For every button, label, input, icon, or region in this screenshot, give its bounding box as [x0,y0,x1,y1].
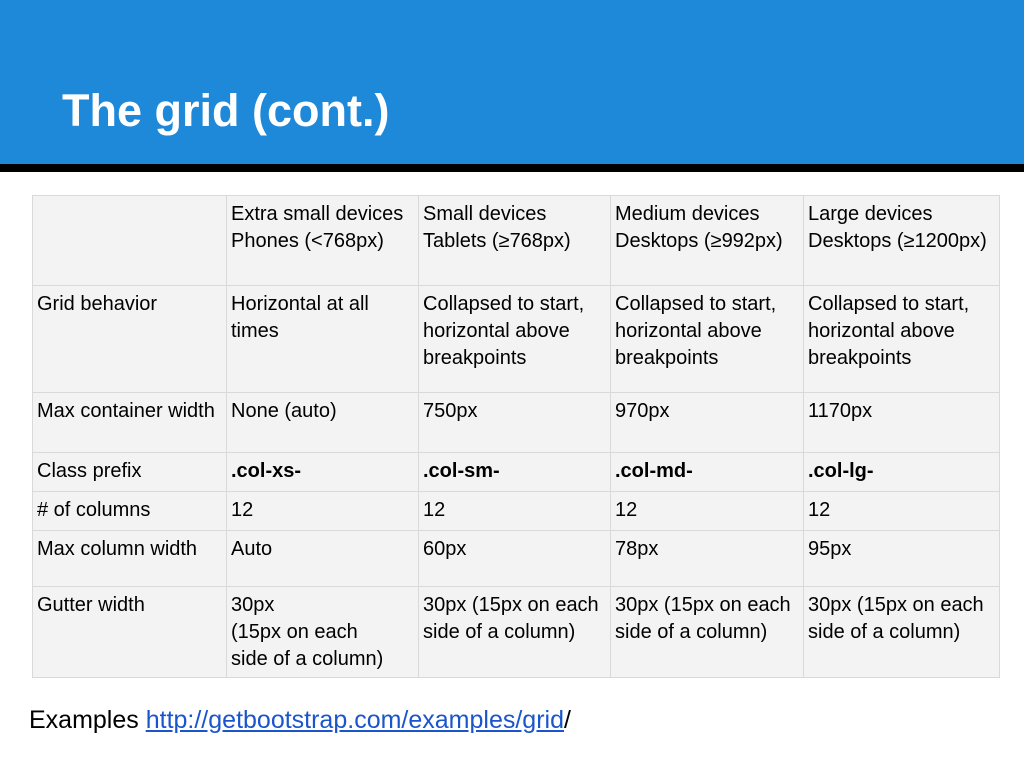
class-prefix-cell: .col-xs- [227,453,419,492]
row-label: Class prefix [33,453,227,492]
table-cell: 12 [227,492,419,531]
row-label: Gutter width [33,587,227,678]
header-large: Large devices Desktops (≥1200px) [804,196,1000,286]
examples-link[interactable]: http://getbootstrap.com/examples/grid [145,706,564,734]
table-cell: 30px (15px on each side of a column) [419,587,611,678]
class-prefix-cell: .col-sm- [419,453,611,492]
table-cell: 12 [419,492,611,531]
table-row [33,393,1000,453]
header-extra-small: Extra small devices Phones (<768px) [227,196,419,286]
table-cell: 750px [419,393,611,453]
table-cell: 30px (15px on each side of a column) [611,587,804,678]
table-cell: 12 [804,492,1000,531]
table-corner-cell [33,196,227,286]
table-row [33,492,1000,531]
table-cell: 60px [419,531,611,587]
table-cell: Collapsed to start, horizontal above breakpoints [804,286,1000,393]
examples-label: Examples [29,706,139,734]
table-cell: 78px [611,531,804,587]
table-cell: 12 [611,492,804,531]
class-prefix-cell: .col-lg- [804,453,1000,492]
table-cell: Horizontal at all times [227,286,419,393]
table-cell [227,587,419,678]
table-row [33,587,1000,678]
table-row [33,286,1000,393]
table-row [33,531,1000,587]
gutter-detail-line2: side of a column) [231,648,384,670]
link-trailing-slash: / [564,706,571,734]
class-prefix-cell: .col-md- [611,453,804,492]
title-underline [0,164,1024,172]
header-small: Small devices Tablets (≥768px) [419,196,611,286]
table-cell: Auto [227,531,419,587]
slide-title: The grid (cont.) [62,85,390,136]
row-label: Max container width [33,393,227,453]
table-cell: Collapsed to start, horizontal above breakpoints [611,286,804,393]
title-banner [0,0,1024,164]
gutter-detail-line1: (15px on each [231,621,358,643]
table-header-row [33,196,1000,286]
row-label: Grid behavior [33,286,227,393]
table-cell: 95px [804,531,1000,587]
table-cell: 970px [611,393,804,453]
gutter-value: 30px [231,594,275,616]
table-row [33,453,1000,492]
header-medium: Medium devices Desktops (≥992px) [611,196,804,286]
grid-comparison-table [32,195,1000,678]
table-cell: Collapsed to start, horizontal above breakpoints [419,286,611,393]
table-cell: 1170px [804,393,1000,453]
table-cell: 30px (15px on each side of a column) [804,587,1000,678]
examples-footer [29,705,571,735]
row-label: # of columns [33,492,227,531]
row-label: Max column width [33,531,227,587]
table-cell: None (auto) [227,393,419,453]
